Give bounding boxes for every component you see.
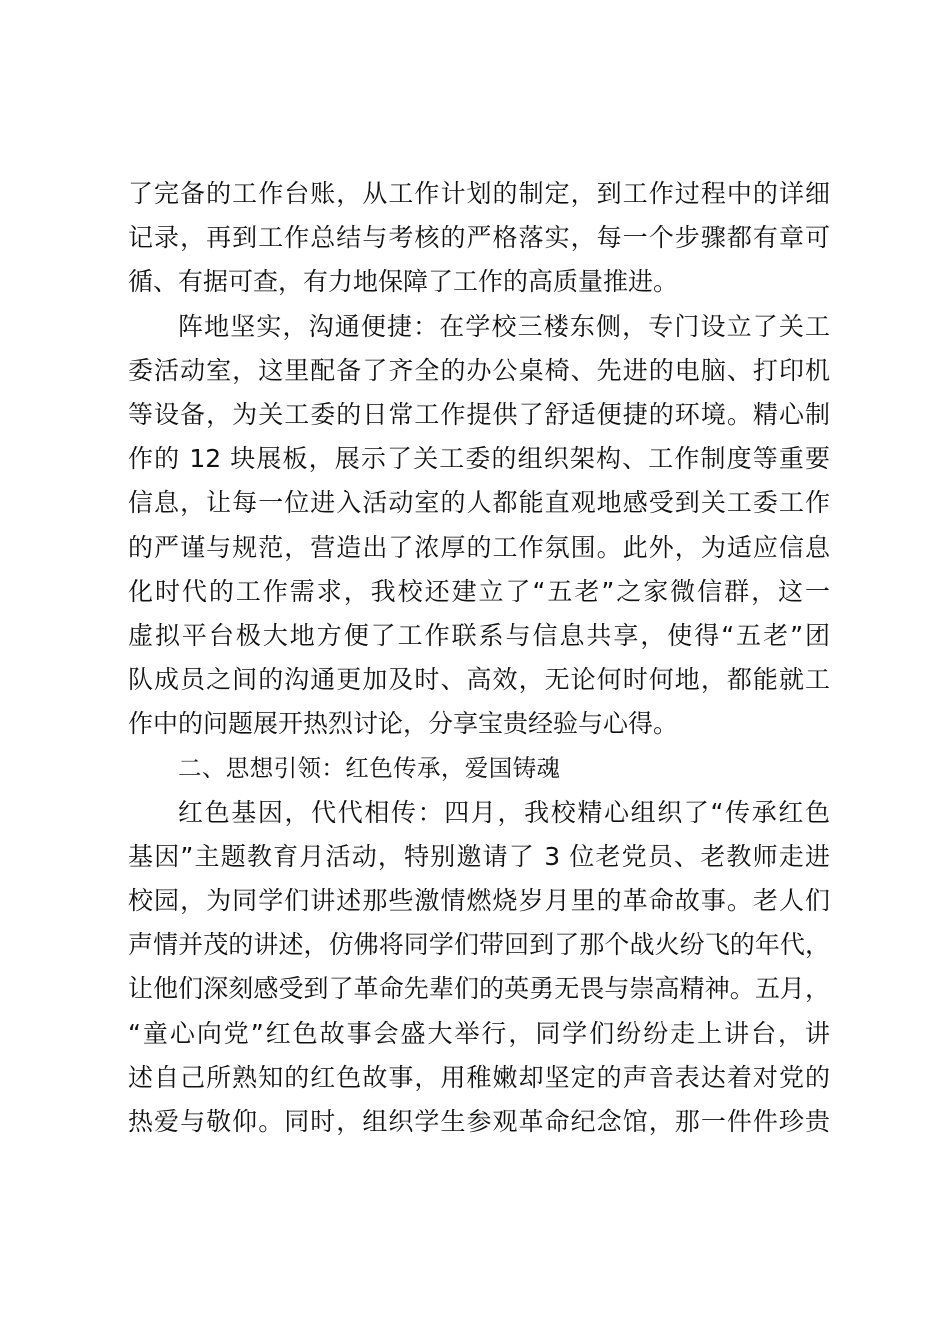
text-line: 循、有据可查，有力地保障了工作的高质量推进。 <box>128 267 679 297</box>
text-line: 红色基因，代代相传：四月，我校精心组织了“传承红色 <box>178 797 830 827</box>
document-body <box>128 172 830 1144</box>
text-line: 让他们深刻感受到了革命先辈们的英勇无畏与崇高精神。五月， <box>128 974 830 1004</box>
text-line: 阵地坚实，沟通便捷：在学校三楼东侧，专门设立了关工 <box>178 311 830 341</box>
text-line: 基因”主题教育月活动，特别邀请了 3 位老党员、老教师走进 <box>128 841 830 871</box>
text-line: 述自己所熟知的红色故事，用稚嫩却坚定的声音表达着对党的 <box>128 1062 830 1092</box>
text-line: 作中的问题展开热烈讨论，分享宝贵经验与心得。 <box>128 709 679 739</box>
section-heading <box>128 746 830 790</box>
text-line: 虚拟平台极大地方便了工作联系与信息共享，使得“五老”团 <box>128 620 830 650</box>
text-line: “童心向党”红色故事会盛大举行，同学们纷纷走上讲台，讲 <box>128 1018 830 1048</box>
text-line: 校园，为同学们讲述那些激情燃烧岁月里的革命故事。老人们 <box>128 886 830 915</box>
text-line: 热爱与敬仰。同时，组织学生参观革命纪念馆，那一件件珍贵 <box>128 1106 830 1136</box>
text-line: 声情并茂的讲述，仿佛将同学们带回到了那个战火纷飞的年代， <box>128 930 830 960</box>
text-line: 的严谨与规范，营造出了浓厚的工作氛围。此外，为适应信息 <box>128 532 830 562</box>
text-line: 记录，再到工作总结与考核的严格落实，每一个步骤都有章可 <box>128 223 830 253</box>
section-heading-text: 二、思想引领：红色传承，爱国铸魂 <box>178 754 561 783</box>
text-line: 化时代的工作需求，我校还建立了“五老”之家微信群，这一 <box>128 576 830 606</box>
text-line: 委活动室，这里配备了齐全的办公桌椅、先进的电脑、打印机 <box>128 355 830 385</box>
paragraph-work-ledger <box>128 172 830 305</box>
text-line: 了完备的工作台账，从工作计划的制定，到工作过程中的详细 <box>128 179 830 208</box>
paragraph-red-gene <box>128 791 830 1145</box>
text-line: 等设备，为关工委的日常工作提供了舒适便捷的环境。精心制 <box>128 399 830 429</box>
text-line: 作的 12 块展板，展示了关工委的组织架构、工作制度等重要 <box>128 444 830 474</box>
text-line: 队成员之间的沟通更加及时、高效，无论何时何地，都能就工 <box>128 665 830 695</box>
text-line: 信息，让每一位进入活动室的人都能直观地感受到关工委工作 <box>128 488 830 518</box>
paragraph-activity-room <box>128 305 830 747</box>
